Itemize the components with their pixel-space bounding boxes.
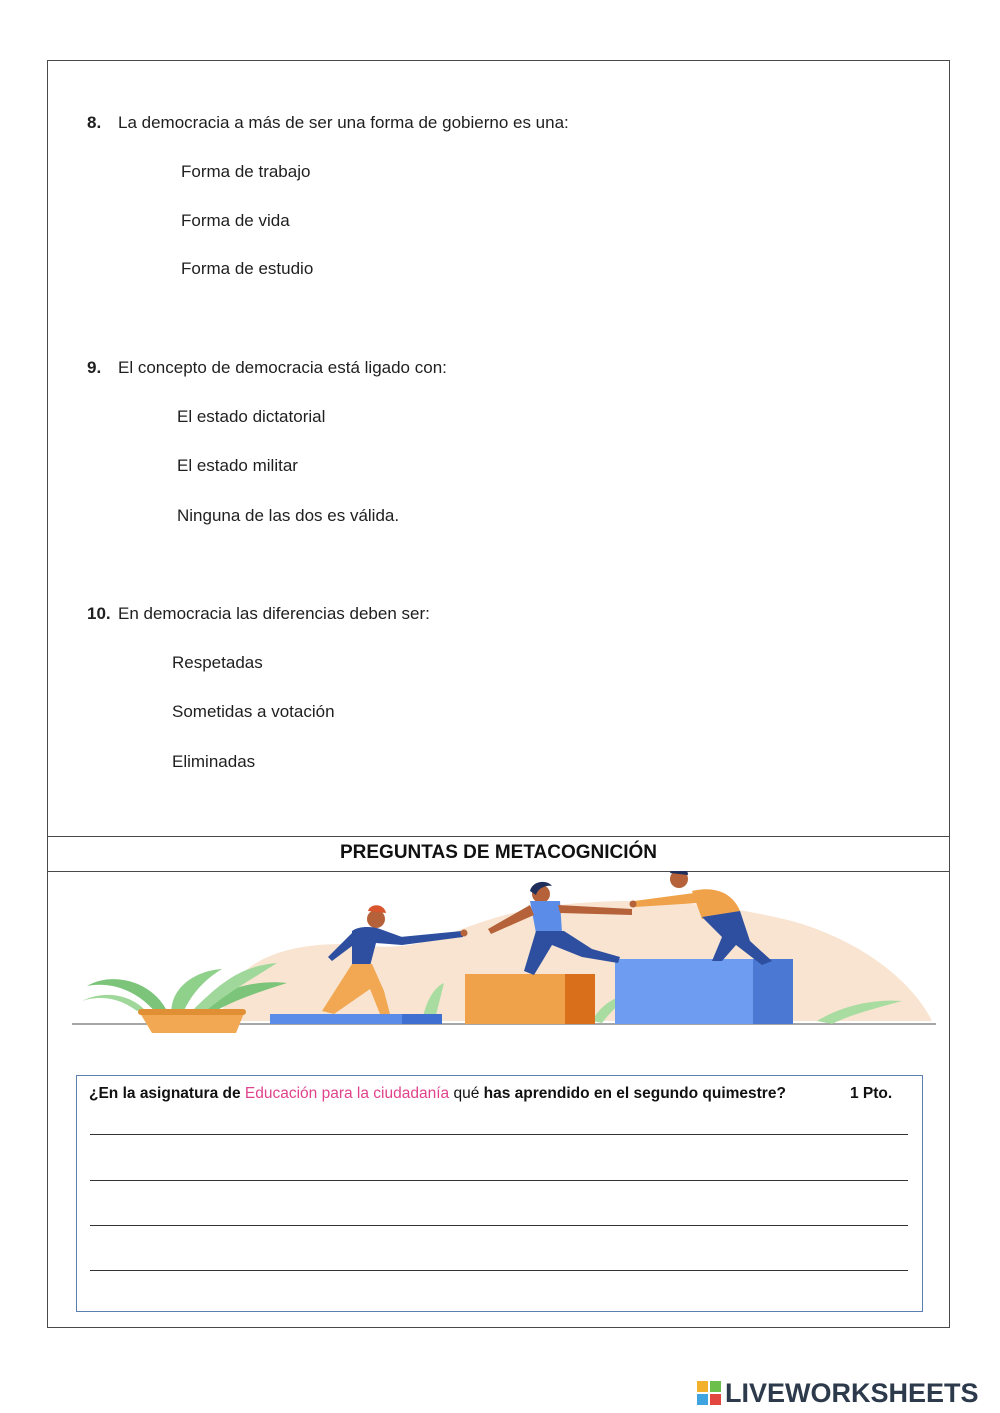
question-9-option-1[interactable]: El estado dictatorial <box>177 407 326 426</box>
question-lead: ¿En la asignatura de <box>89 1085 245 1102</box>
question-10-option-2[interactable]: Sometidas a votación <box>172 702 335 721</box>
question-9-option-3[interactable]: Ninguna de las dos es válida. <box>177 506 400 525</box>
metacognition-question <box>89 1085 786 1103</box>
step-high <box>615 959 793 1024</box>
metacognition-section-title: PREGUNTAS DE METACOGNICIÓN <box>48 836 949 872</box>
metacognition-question-box <box>76 1075 923 1312</box>
answer-line-1[interactable] <box>90 1134 908 1135</box>
step-low <box>270 1014 442 1024</box>
question-8-option-2[interactable]: Forma de vida <box>181 211 290 230</box>
question-10-number: 10. <box>87 604 111 623</box>
step-mid <box>465 974 595 1024</box>
question-10-option-3[interactable]: Eliminadas <box>172 752 256 771</box>
logo-badge-icon <box>697 1381 721 1405</box>
points-label: 1 Pto. <box>850 1085 893 1102</box>
question-8-number: 8. <box>87 113 102 132</box>
question-8-text: La democracia a más de ser una forma de gobierno es una: <box>118 113 569 132</box>
question-9-option-2[interactable]: El estado militar <box>177 456 298 475</box>
subject-name: Educación para la ciudadanía <box>244 1085 450 1102</box>
brand-name: LIVEWORKSHEETS <box>725 1377 979 1408</box>
answer-line-3[interactable] <box>90 1225 908 1226</box>
question-9-number: 9. <box>87 358 102 377</box>
question-9-text: El concepto de democracia está ligado con: <box>118 358 447 377</box>
liveworksheets-logo <box>697 1376 979 1410</box>
teamwork-illustration <box>72 871 936 1041</box>
question-8-option-1[interactable]: Forma de trabajo <box>181 162 311 181</box>
worksheet-frame <box>47 60 950 1328</box>
question-tail: has aprendido en el segundo quimestre? <box>483 1085 786 1102</box>
question-10-text: En democracia las diferencias deben ser: <box>118 604 430 623</box>
question-8-option-3[interactable]: Forma de estudio <box>181 259 314 278</box>
answer-line-4[interactable] <box>90 1270 908 1271</box>
question-connector: qué <box>449 1085 484 1102</box>
answer-line-2[interactable] <box>90 1180 908 1181</box>
question-10-option-1[interactable]: Respetadas <box>172 653 263 672</box>
